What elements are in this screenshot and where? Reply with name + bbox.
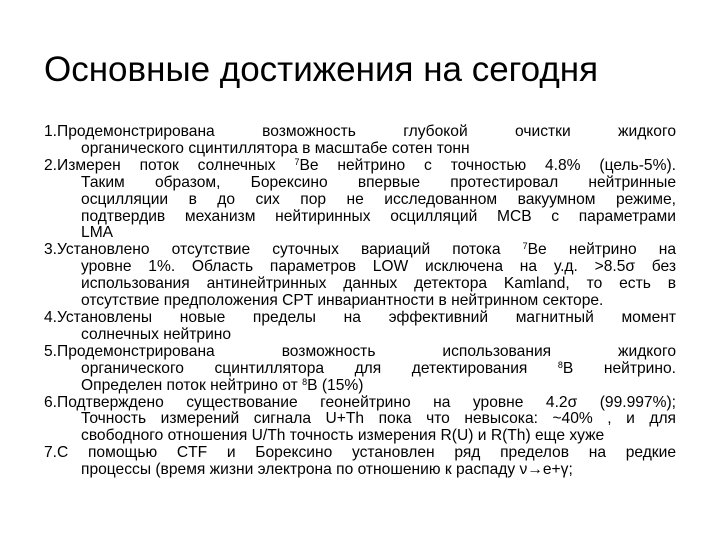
text-run: Точность измерений сигнала U+Th пока что невысока: ~40% , и для xyxy=(81,410,676,428)
text-run: Установлены новые пределы на эффективний магнитный момент xyxy=(57,308,676,326)
item-line xyxy=(57,276,676,293)
list-item xyxy=(44,310,676,344)
list-item xyxy=(44,445,676,479)
text-run: LMA xyxy=(81,224,114,242)
item-number: 4. xyxy=(44,308,58,326)
item-number: 2. xyxy=(44,156,58,174)
text-run: Продемонстрирована возможность глубокой очистки жидкого xyxy=(57,123,676,140)
item-text xyxy=(57,158,676,243)
item-text xyxy=(57,344,676,395)
item-line xyxy=(57,225,676,242)
list-item xyxy=(44,124,676,158)
text-run: органического сцинтиллятора для детектирования xyxy=(81,359,558,377)
text-run: Подтверждено существование геонейтрино на уровне 4.2σ (99.997%); xyxy=(57,393,676,411)
item-number: 3. xyxy=(44,241,58,259)
text-run: органического сцинтиллятора в масштабе сотен тонн xyxy=(81,139,470,157)
slide-title: Основные достижения на сегодня xyxy=(44,50,599,89)
text-run: Таким образом, Борексино впервые протестировал нейтринные xyxy=(81,173,676,191)
item-line xyxy=(57,259,676,276)
text-run: Установлено отсутствие суточных вариаций потока xyxy=(57,241,523,259)
text-run: С помощью CTF и Борексино установлен ряд пределов на редкие xyxy=(57,444,676,462)
item-line xyxy=(57,293,676,310)
item-text xyxy=(57,310,676,344)
item-line xyxy=(57,124,676,141)
list-item xyxy=(44,395,676,446)
item-text xyxy=(57,445,676,479)
item-line xyxy=(57,310,676,327)
item-line xyxy=(57,327,676,344)
text-run: Определен поток нейтрино от xyxy=(81,376,303,394)
item-line xyxy=(57,158,676,175)
item-line xyxy=(57,141,676,158)
item-line xyxy=(57,209,676,226)
text-run: B (15%) xyxy=(307,376,364,394)
text-run: B нейтрино. xyxy=(562,359,676,377)
item-line xyxy=(57,445,676,462)
isotope-mass-number: 8 xyxy=(557,359,563,370)
isotope-mass-number: 7 xyxy=(522,241,528,252)
text-run: осцилляции в до сих пор не исследованном вакуумном режиме, xyxy=(81,190,676,208)
isotope-mass-number: 7 xyxy=(294,156,300,167)
list-item xyxy=(44,344,676,395)
item-text xyxy=(57,242,676,310)
item-line xyxy=(57,411,676,428)
text-run: процессы (время жизни электрона по отношению к распаду ν→e+γ; xyxy=(81,461,573,479)
item-line xyxy=(57,428,676,445)
list-item xyxy=(44,242,676,310)
list-item xyxy=(44,158,676,243)
achievements-list xyxy=(44,124,676,479)
item-line xyxy=(57,361,676,378)
text-run: отсутствие предположения CPT инвариантности в нейтринном секторе. xyxy=(81,292,604,310)
item-line xyxy=(57,175,676,192)
item-line xyxy=(57,378,676,395)
text-run: свободного отношения U/Th точность измерения R(U) и R(Th) еще хуже xyxy=(81,427,605,445)
text-run: Продемонстрирована возможность использования жидкого xyxy=(57,342,676,360)
item-line xyxy=(57,395,676,412)
isotope-mass-number: 8 xyxy=(302,376,308,387)
item-line xyxy=(57,462,676,479)
text-run: подтвердив механизм нейтиринных осцилляций MCB с параметрами xyxy=(81,207,676,225)
item-number: 1. xyxy=(44,123,58,140)
text-run: Be нейтрино на xyxy=(527,241,677,259)
text-run: Be нейтрино с точностью 4.8% (цель-5%). xyxy=(299,156,676,174)
item-number: 5. xyxy=(44,342,58,360)
item-text xyxy=(57,124,676,158)
text-run: Измерен поток солнечных xyxy=(57,156,295,174)
item-number: 7. xyxy=(44,444,58,462)
text-run: использования антинейтринных данных детектора Kamland, то есть в xyxy=(81,275,676,293)
item-number: 6. xyxy=(44,393,58,411)
item-text xyxy=(57,395,676,446)
text-run: солнечных нейтрино xyxy=(81,325,232,343)
item-line xyxy=(57,192,676,209)
text-run: уровне 1%. Область параметров LOW исключена на у.д. >8.5σ без xyxy=(81,258,676,276)
item-line xyxy=(57,344,676,361)
item-line xyxy=(57,242,676,259)
